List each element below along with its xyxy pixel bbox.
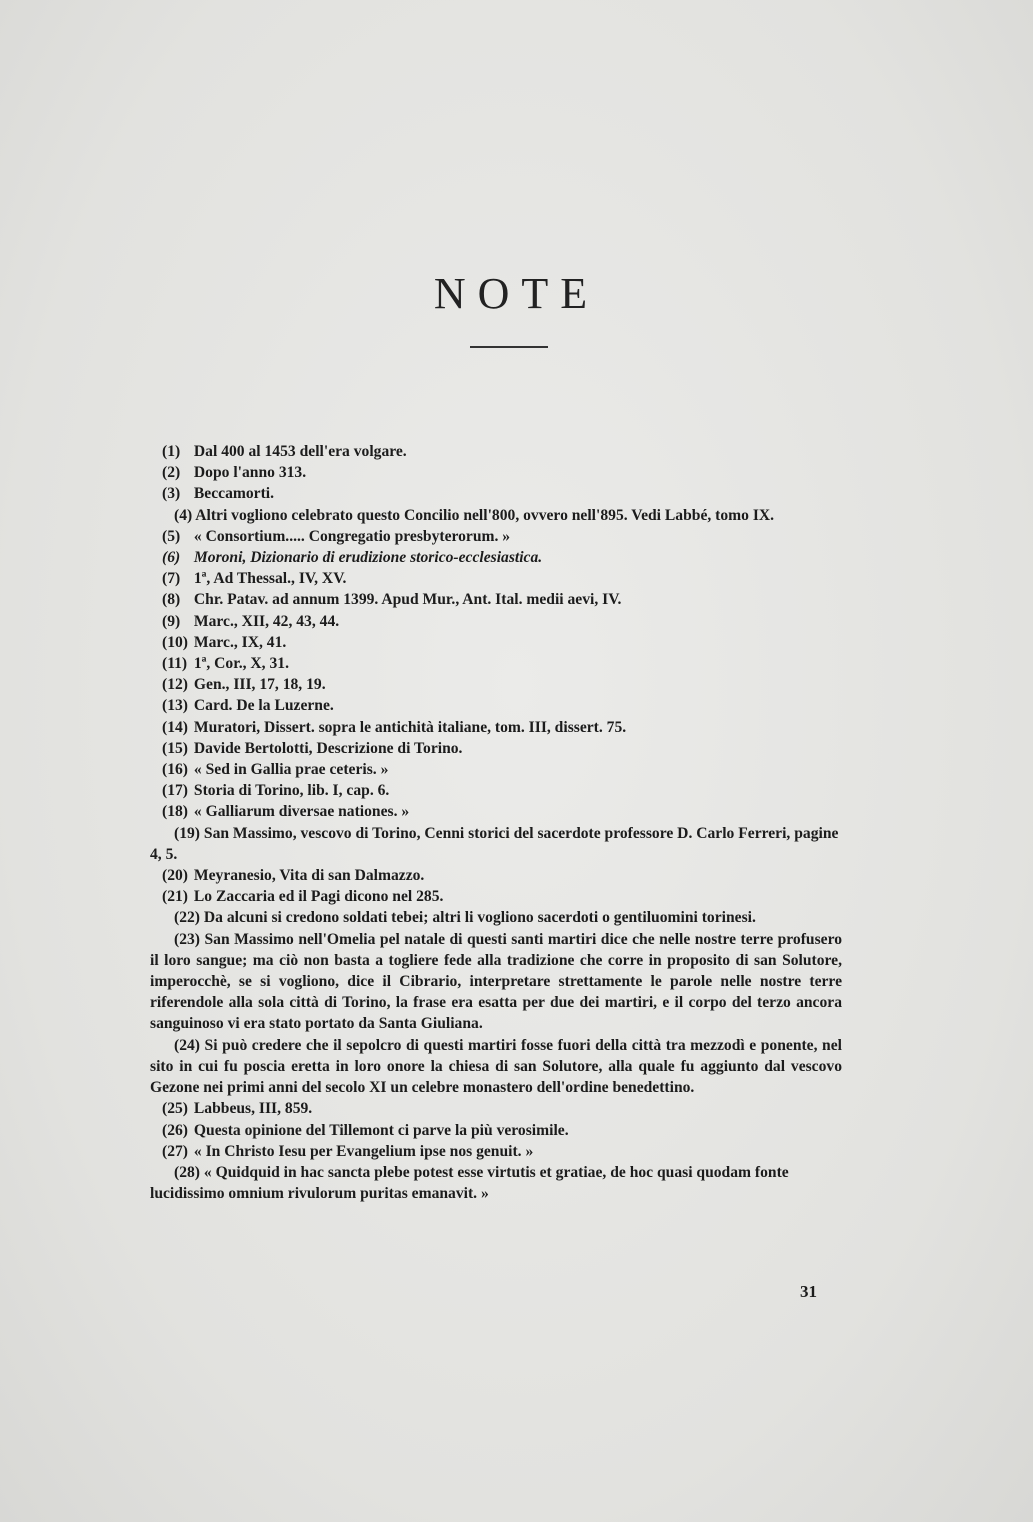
note-item: (23) San Massimo nell'Omelia pel natale di questi santi martiri dice che nelle nostre terre profusero il loro sangue; ma ciò non basta a togliere fede alla tradizione che corre in proposito di san Solutore, imperocchè, se si vogliono, dice il Cibrario, interpretare strettamente le parole nelle nostre terre riferendole alla sola città di Torino, la frase era esatta per due dei martiri, e il corpo del terzo ancora sanguinoso vi era stato portato da Santa Giuliana.	[150, 930, 843, 1033]
note-item: (21) Lo Zaccaria ed il Pagi dicono nel 285.	[162, 888, 444, 906]
note-item: (6) Moroni, Dizionario di erudizione storico-ecclesiastica.	[162, 549, 543, 567]
title-rule	[470, 346, 548, 348]
note-item: (16) « Sed in Gallia prae ceteris. »	[162, 761, 389, 779]
page-title: NOTE	[433, 269, 600, 318]
note-item: (24) Si può credere che il sepolcro di questi martiri fosse fuori della città tra mezzodì e ponente, nel sito in cui fu poscia eretta in loro onore la chiesa di san Solutore, alla quale fu aggiunto dal vescovo Gezone nei primi anni del secolo XI un celebre monastero dell'ordine benedettino.	[150, 1036, 842, 1097]
note-item: (1) Dal 400 al 1453 dell'era volgare.	[162, 443, 407, 460]
notes-list	[150, 441, 843, 1204]
note-item: (20) Meyranesio, Vita di san Dalmazzo.	[162, 867, 425, 885]
note-item: (27) « In Christo Iesu per Evangelium ipse nos genuit. »	[162, 1142, 534, 1160]
note-item: (13) Card. De la Luzerne.	[162, 697, 334, 715]
note-item: (15) Davide Bertolotti, Descrizione di Torino.	[162, 739, 463, 757]
note-item: (25) Labbeus, III, 859.	[162, 1100, 313, 1118]
note-item: (26) Questa opinione del Tillemont ci parve la più verosimile.	[162, 1121, 569, 1139]
note-item: (5) « Consortium..... Congregatio presbyterorum. »	[162, 527, 511, 545]
note-item: (19) San Massimo, vescovo di Torino, Cenni storici del sacerdote professore D. Carlo Ferreri, pagine 4, 5.	[150, 824, 839, 863]
note-item: (4) Altri vogliono celebrato questo Concilio nell'800, ovvero nell'895. Vedi Labbé, tomo IX.	[174, 506, 775, 524]
note-item: (9) Marc., XII, 42, 43, 44.	[162, 612, 340, 630]
note-item: (7) 1ª, Ad Thessal., IV, XV.	[162, 570, 347, 588]
note-item: (10) Marc., IX, 41.	[162, 633, 287, 651]
note-item: (22) Da alcuni si credono soldati tebei; altri li vogliono sacerdoti o gentiluomini torinesi.	[174, 909, 756, 927]
note-item: (14) Muratori, Dissert. sopra le antichità italiane, tom. III, dissert. 75.	[162, 718, 627, 736]
note-item: (18) « Galliarum diversae nationes. »	[162, 803, 410, 821]
note-item: (12) Gen., III, 17, 18, 19.	[162, 676, 326, 694]
note-item: (11) 1ª, Cor., X, 31.	[162, 655, 289, 673]
note-item: (17) Storia di Torino, lib. I, cap. 6.	[162, 782, 390, 800]
note-item: (3) Beccamorti.	[162, 485, 274, 503]
note-item: (28) « Quidquid in hac sancta plebe potest esse virtutis et gratiae, de hoc quasi quodam fonte lucidissimo omnium rivulorum puritas emanavit. »	[150, 1163, 789, 1203]
page-number: 31	[800, 1282, 817, 1301]
note-item: (2) Dopo l'anno 313.	[162, 464, 307, 482]
note-item: (8) Chr. Patav. ad annum 1399. Apud Mur., Ant. Ital. medii aevi, IV.	[162, 591, 622, 609]
